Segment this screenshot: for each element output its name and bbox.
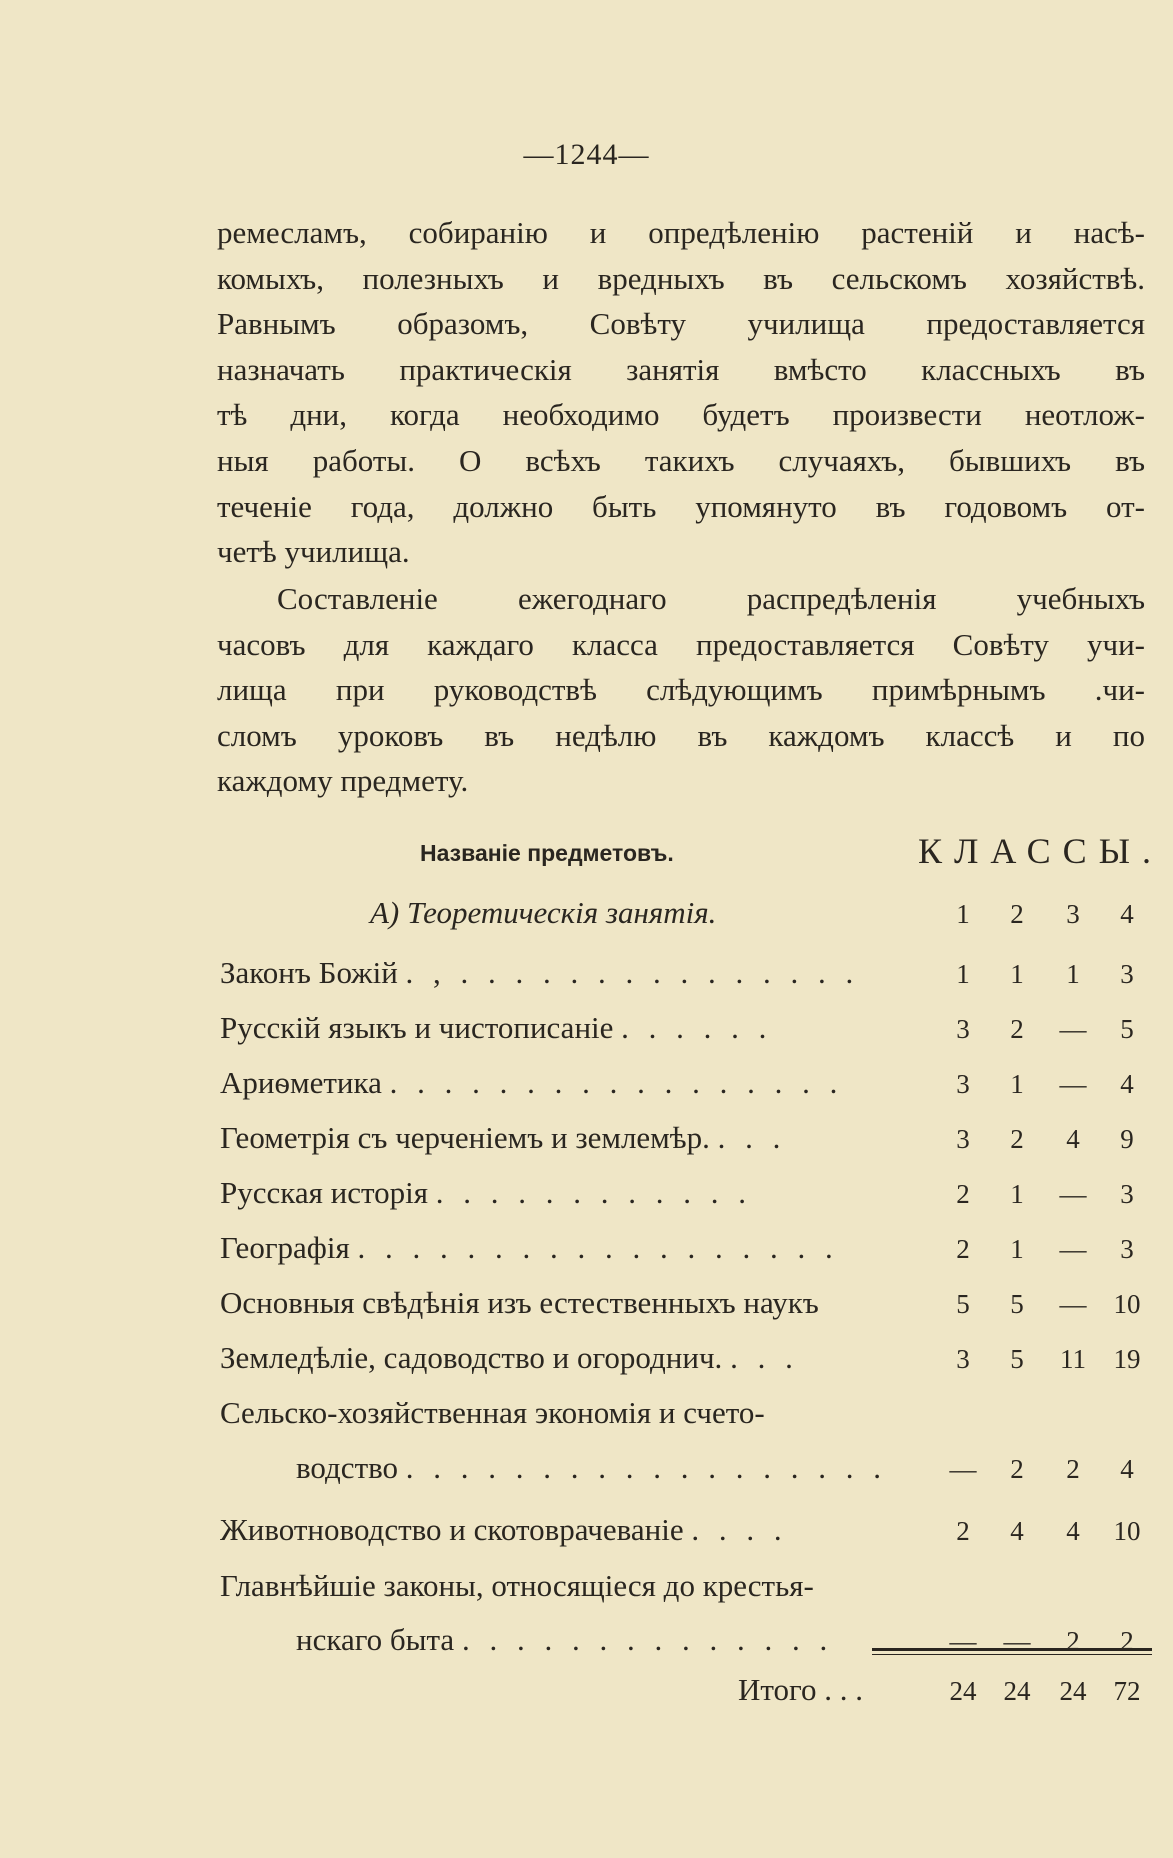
text-line: Составленіе ежегоднаго распредѣленія учебныхъ — [277, 581, 1145, 616]
hours-cell: — — [1059, 1289, 1087, 1319]
hours-cell: 10 — [1113, 1289, 1141, 1319]
hours-cell: 1 — [1066, 959, 1080, 989]
subject-label — [220, 1230, 970, 1266]
leader-dots: . . . . . . . . . . . . . . . . . . — [405, 1450, 888, 1485]
hours-cell: 2 — [1010, 1014, 1024, 1044]
text-line: ныя работы. О всѣхъ такихъ случаяхъ, бывшихъ въ — [217, 442, 1145, 478]
leader-dots: . . . . . . . . . . . . . . . . . . — [357, 1230, 839, 1265]
hours-cell: 1 — [1010, 1179, 1024, 1209]
leader-dots: . . . . . . . . . . . . . . . . . — [389, 1065, 844, 1100]
hours-cell: — — [1059, 1069, 1087, 1099]
section-heading — [0, 895, 1173, 935]
table-row — [0, 1395, 1173, 1439]
hours-cell: 3 — [1120, 959, 1134, 989]
hours-cell: 5 — [1120, 1014, 1134, 1044]
subject-name: Географія — [220, 1230, 350, 1265]
hours-cell: — — [1059, 1014, 1087, 1044]
hours-cell: — — [1059, 1234, 1087, 1264]
hours-cell: 19 — [1113, 1344, 1141, 1374]
subject-name: водство — [296, 1450, 399, 1485]
table-row — [0, 1285, 1173, 1329]
class-number: 2 — [1010, 899, 1024, 929]
text-line: назначать практическія занятія вмѣсто классныхъ въ — [217, 351, 1145, 387]
text-line: теченіе года, должно быть упомянуто въ годовомъ от- — [217, 488, 1145, 524]
subject-label — [220, 1395, 970, 1431]
hours-cell: 10 — [1113, 1516, 1141, 1546]
text-line: тѣ дни, когда необходимо будетъ произвести неотлож- — [217, 397, 1145, 433]
hours-cell: 4 — [1066, 1516, 1080, 1546]
subject-name: Земледѣліе, садоводство и огороднич. — [220, 1340, 723, 1375]
paragraph-1 — [217, 210, 1145, 575]
leader-dots: . . . — [717, 1120, 787, 1155]
leader-dots: . . . — [730, 1340, 799, 1375]
hours-cell: 3 — [956, 1014, 970, 1044]
hours-cell: 4 — [1120, 1454, 1134, 1484]
classes-column-header: КЛАССЫ. — [918, 831, 1164, 871]
subject-name: Основныя свѣдѣнія изъ естественныхъ наукъ — [220, 1285, 819, 1320]
class-number: 4 — [1120, 899, 1134, 929]
hours-cell: — — [949, 1454, 977, 1484]
subject-name: Сельско-хозяйственная экономія и счето- — [220, 1395, 765, 1430]
hours-cell: 2 — [956, 1234, 970, 1264]
table-row — [0, 1568, 1173, 1612]
hours-cell: 4 — [1010, 1516, 1024, 1546]
hours-cell: 3 — [956, 1124, 970, 1154]
table-row — [0, 1622, 1173, 1666]
hours-cell: 9 — [1120, 1124, 1134, 1154]
hours-cell: 4 — [1120, 1069, 1134, 1099]
hours-cell: 3 — [1120, 1179, 1134, 1209]
hours-cell: 3 — [1120, 1234, 1134, 1264]
table-row — [0, 1340, 1173, 1384]
leader-dots: . . . . — [691, 1512, 788, 1547]
subject-label — [296, 1622, 1046, 1658]
table-row — [0, 1065, 1173, 1109]
total-cell: 72 — [1113, 1676, 1141, 1706]
text-line: ремесламъ, собиранію и опредѣленію растеній и насѣ- — [217, 215, 1145, 250]
subject-label — [296, 1450, 1046, 1486]
subject-label — [220, 1010, 970, 1046]
hours-cell: 5 — [1010, 1289, 1024, 1319]
total-rule-thin — [872, 1654, 1152, 1655]
total-rule — [872, 1648, 1152, 1651]
subject-label — [220, 1120, 970, 1156]
subject-name: Главнѣйшіе законы, относящіеся до крестья- — [220, 1568, 814, 1603]
hours-cell: 2 — [1010, 1124, 1024, 1154]
text-line: четѣ училища. — [217, 534, 410, 570]
total-cell: 24 — [1003, 1676, 1031, 1706]
hours-cell: — — [1059, 1179, 1087, 1209]
table-row — [0, 955, 1173, 999]
class-number: 3 — [1066, 899, 1080, 929]
hours-cell: 4 — [1066, 1124, 1080, 1154]
page-number: —1244— — [523, 138, 650, 171]
hours-cell: 5 — [1010, 1344, 1024, 1374]
hours-cell: 1 — [1010, 1069, 1024, 1099]
hours-cell: — — [1003, 1626, 1031, 1656]
text-line: сломъ уроковъ въ недѣлю въ каждомъ классѣ и по — [217, 717, 1145, 753]
hours-cell: 3 — [956, 1069, 970, 1099]
subjects-column-header: Названіе предметовъ. — [420, 840, 674, 866]
leader-dots: . , . . . . . . . . . . . . . . . — [405, 955, 860, 990]
subject-name: Законъ Божій — [220, 955, 398, 990]
subject-label — [220, 1512, 970, 1548]
subject-name: Русская исторія — [220, 1175, 428, 1210]
hours-cell: 11 — [1060, 1344, 1086, 1374]
hours-cell: — — [949, 1626, 977, 1656]
hours-cell: 2 — [1010, 1454, 1024, 1484]
hours-cell: 2 — [1066, 1626, 1080, 1656]
hours-cell: 1 — [1010, 959, 1024, 989]
subject-label — [220, 1285, 970, 1321]
subject-name: Русскій языкъ и чистописаніе — [220, 1010, 614, 1045]
table-row — [0, 1175, 1173, 1219]
hours-cell: 3 — [956, 1344, 970, 1374]
table-row — [0, 1120, 1173, 1164]
leader-dots: . . . . . . . . . . . . . . — [461, 1622, 834, 1657]
total-row — [0, 1672, 1173, 1716]
class-number: 1 — [956, 899, 970, 929]
hours-cell: 2 — [1120, 1626, 1134, 1656]
table-row — [0, 1450, 1173, 1494]
text-line: каждому предмету. — [217, 763, 469, 799]
hours-cell: 5 — [956, 1289, 970, 1319]
subject-label — [220, 955, 970, 991]
text-line: комыхъ, полезныхъ и вредныхъ въ сельскомъ хозяйствѣ. — [217, 260, 1145, 296]
subject-name: нскаго быта — [296, 1622, 455, 1657]
subject-label — [220, 1065, 970, 1101]
table-row — [0, 1230, 1173, 1274]
hours-cell: 2 — [956, 1516, 970, 1546]
hours-cell: 1 — [1010, 1234, 1024, 1264]
subject-label — [220, 1340, 970, 1376]
leader-dots: . . . . . . . . . . . . — [435, 1175, 752, 1210]
text-line: лища при руководствѣ слѣдующимъ примѣрнымъ .чи- — [217, 672, 1145, 708]
table-row — [0, 1512, 1173, 1556]
hours-cell: 2 — [956, 1179, 970, 1209]
total-label: Итого . . . — [738, 1672, 863, 1707]
subject-label — [220, 1568, 970, 1604]
subject-label — [220, 1175, 970, 1211]
text-line: часовъ для каждаго класса предоставляется Совѣту учи- — [217, 626, 1145, 662]
table-row — [0, 1010, 1173, 1054]
subject-name: Ариѳметика — [220, 1065, 382, 1100]
text-line: Равнымъ образомъ, Совѣту училища предоставляется — [217, 306, 1145, 342]
paragraph-2 — [217, 576, 1145, 804]
subject-name: Геометрія съ черченіемъ и землемѣр. — [220, 1120, 710, 1155]
hours-cell: 2 — [1066, 1454, 1080, 1484]
total-cell: 24 — [1059, 1676, 1087, 1706]
section-title: А) Теоретическія занятія. — [370, 895, 717, 930]
total-cell: 24 — [949, 1676, 977, 1706]
hours-cell: 1 — [956, 959, 970, 989]
subject-name: Животноводство и скотоврачеваніе — [220, 1512, 684, 1547]
leader-dots: . . . . . . — [621, 1010, 773, 1045]
